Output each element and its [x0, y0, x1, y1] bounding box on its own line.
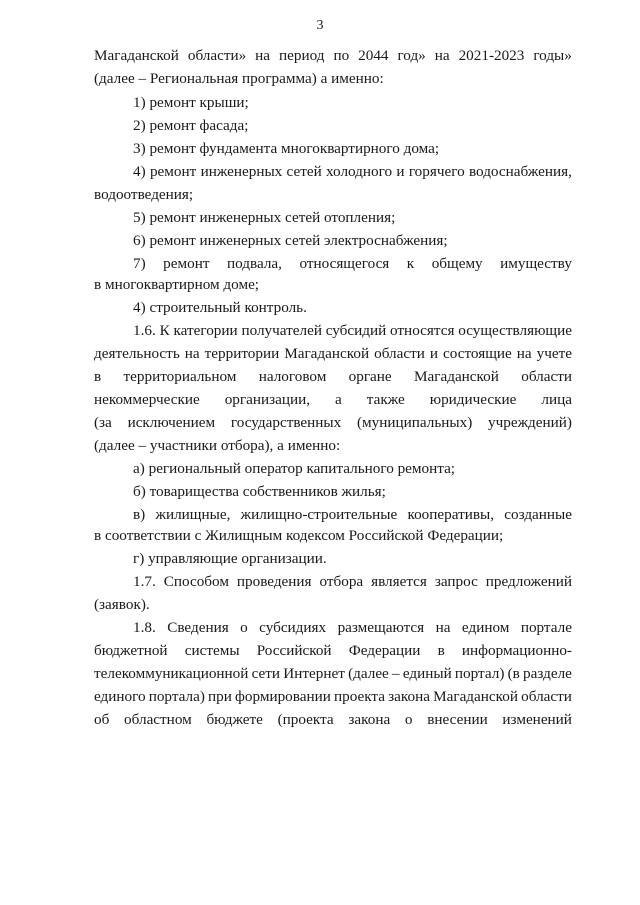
word: 7): [133, 255, 146, 272]
word: получателей: [241, 322, 322, 339]
word: Магаданской: [284, 345, 370, 362]
word: и: [396, 163, 405, 180]
word: состоящие: [443, 345, 512, 362]
word: учреждений): [488, 414, 572, 431]
word: областном: [124, 711, 192, 728]
word: горячего: [408, 163, 465, 180]
word: о: [404, 711, 413, 728]
word: портале: [520, 619, 572, 636]
list-item: [133, 254, 572, 274]
word: об: [94, 711, 110, 728]
text-line: [133, 618, 572, 638]
word: лица: [541, 391, 572, 408]
list-item: 4) строительный контроль.: [133, 299, 307, 316]
word: а: [335, 391, 342, 408]
word: инженерных: [200, 163, 283, 180]
text-line: [94, 344, 572, 364]
list-item: [133, 505, 572, 525]
word: 2021-2023: [458, 47, 525, 64]
list-item: 3) ремонт фундамента многоквартирного дома;: [133, 140, 440, 157]
word: субсидиях: [259, 619, 327, 636]
word: годы»: [533, 47, 572, 64]
list-item: б) товарищества собственников жилья;: [133, 483, 386, 500]
list-item: 5) ремонт инженерных сетей отопления;: [133, 209, 396, 226]
word: территориальном: [123, 368, 237, 385]
word: налоговом: [258, 368, 327, 385]
word: общему: [431, 255, 483, 272]
word: по: [333, 47, 350, 64]
word: предложений: [485, 573, 572, 590]
word: сетей: [286, 163, 322, 180]
word: год»: [397, 47, 426, 64]
word: на: [184, 345, 200, 362]
word: (за: [94, 414, 112, 431]
word: на: [516, 345, 532, 362]
text-line: [94, 710, 572, 730]
word: области: [521, 368, 572, 385]
list-item: [133, 162, 572, 182]
word: органе: [348, 368, 392, 385]
word: о: [240, 619, 248, 636]
word: на: [435, 619, 451, 636]
word: субсидий: [325, 322, 387, 339]
word: разделе: [523, 665, 572, 682]
word: информационно-: [461, 642, 572, 659]
word: единый: [402, 665, 452, 682]
word: на: [434, 47, 450, 64]
word: Магаданской: [433, 688, 518, 705]
word: в): [133, 506, 146, 523]
word: области»: [187, 47, 247, 64]
word: Российской: [256, 642, 332, 659]
word: учете: [536, 345, 572, 362]
word: (в: [507, 665, 520, 682]
text-line: (далее – Региональная программа) а именно:: [94, 70, 384, 87]
word: на: [255, 47, 271, 64]
word: водоснабжения,: [468, 163, 572, 180]
word: к: [406, 255, 415, 272]
word: 2044: [358, 47, 389, 64]
word: и: [429, 345, 439, 362]
word: Федерации: [348, 642, 421, 659]
word: некоммерческие: [94, 391, 200, 408]
word: подвала,: [226, 255, 282, 272]
word: (далее: [348, 665, 389, 682]
word: 1.8.: [133, 619, 156, 636]
word: имуществу: [500, 255, 572, 272]
word: при: [208, 688, 232, 705]
text-line: [133, 321, 572, 341]
text-line: (далее – участники отбора), а именно:: [94, 437, 341, 454]
word: закона: [348, 711, 391, 728]
word: государственных: [230, 414, 342, 431]
word: также: [366, 391, 405, 408]
list-item: 6) ремонт инженерных сетей электроснабжения;: [133, 232, 448, 249]
text-line: в соответствии с Жилищным кодексом Российской Федерации;: [94, 527, 504, 544]
word: в: [437, 642, 445, 659]
text-line: в многоквартирном доме;: [94, 276, 260, 293]
word: К: [159, 322, 170, 339]
word: холодного: [326, 163, 393, 180]
word: бюджетной: [94, 642, 168, 659]
word: ремонт: [149, 163, 197, 180]
text-line: [94, 390, 572, 410]
word: изменений: [502, 711, 572, 728]
text-line: [94, 413, 572, 433]
word: размещаются: [337, 619, 425, 636]
word: Интернет: [283, 665, 345, 682]
text-line: [94, 46, 572, 66]
word: (проекта: [277, 711, 334, 728]
word: жилищно-строительные: [240, 506, 398, 523]
word: категории: [173, 322, 238, 339]
word: портала): [148, 688, 205, 705]
word: Сведения: [167, 619, 229, 636]
word: закона: [388, 688, 430, 705]
word: телекоммуникационной: [94, 665, 249, 682]
word: кооперативы,: [407, 506, 495, 523]
word: единого: [94, 688, 146, 705]
word: является: [371, 573, 427, 590]
word: едином: [461, 619, 510, 636]
word: проекта: [334, 688, 385, 705]
text-line: [94, 687, 572, 707]
word: внесении: [427, 711, 488, 728]
word: проведения: [236, 573, 312, 590]
word: (муниципальных): [356, 414, 473, 431]
word: в: [94, 368, 102, 385]
page-number: 3: [316, 18, 324, 33]
word: Способом: [163, 573, 229, 590]
list-item: г) управляющие организации.: [133, 550, 327, 567]
word: ремонт: [163, 255, 210, 272]
word: портал): [454, 665, 505, 682]
word: 4): [133, 163, 146, 180]
word: бюджете: [206, 711, 263, 728]
word: созданные: [504, 506, 572, 523]
word: формировании: [235, 688, 331, 705]
word: области: [374, 345, 425, 362]
word: сети: [251, 665, 281, 682]
word: юридические: [429, 391, 517, 408]
word: Магаданской: [94, 47, 179, 64]
word: относящегося: [299, 255, 390, 272]
word: относятся: [390, 322, 455, 339]
word: отбора: [319, 573, 364, 590]
word: жилищные,: [155, 506, 231, 523]
word: территории: [204, 345, 280, 362]
text-line: [133, 572, 572, 592]
word: запрос: [434, 573, 478, 590]
text-line: (заявок).: [94, 596, 150, 613]
list-item: 1) ремонт крыши;: [133, 94, 249, 111]
list-item: а) региональный оператор капитального ремонта;: [133, 460, 456, 477]
word: исключением: [127, 414, 216, 431]
word: системы: [184, 642, 240, 659]
word: 1.6.: [133, 322, 156, 339]
list-item: 2) ремонт фасада;: [133, 117, 249, 134]
text-line: [94, 664, 572, 684]
text-line: [94, 367, 572, 387]
word: деятельность: [94, 345, 180, 362]
text-line: водоотведения;: [94, 186, 194, 203]
word: 1.7.: [133, 573, 156, 590]
word: Магаданской: [414, 368, 499, 385]
word: осуществляющие: [458, 322, 572, 339]
text-line: [94, 641, 572, 661]
word: области: [521, 688, 572, 705]
word: –: [392, 665, 400, 682]
word: период: [279, 47, 325, 64]
word: организации,: [224, 391, 311, 408]
